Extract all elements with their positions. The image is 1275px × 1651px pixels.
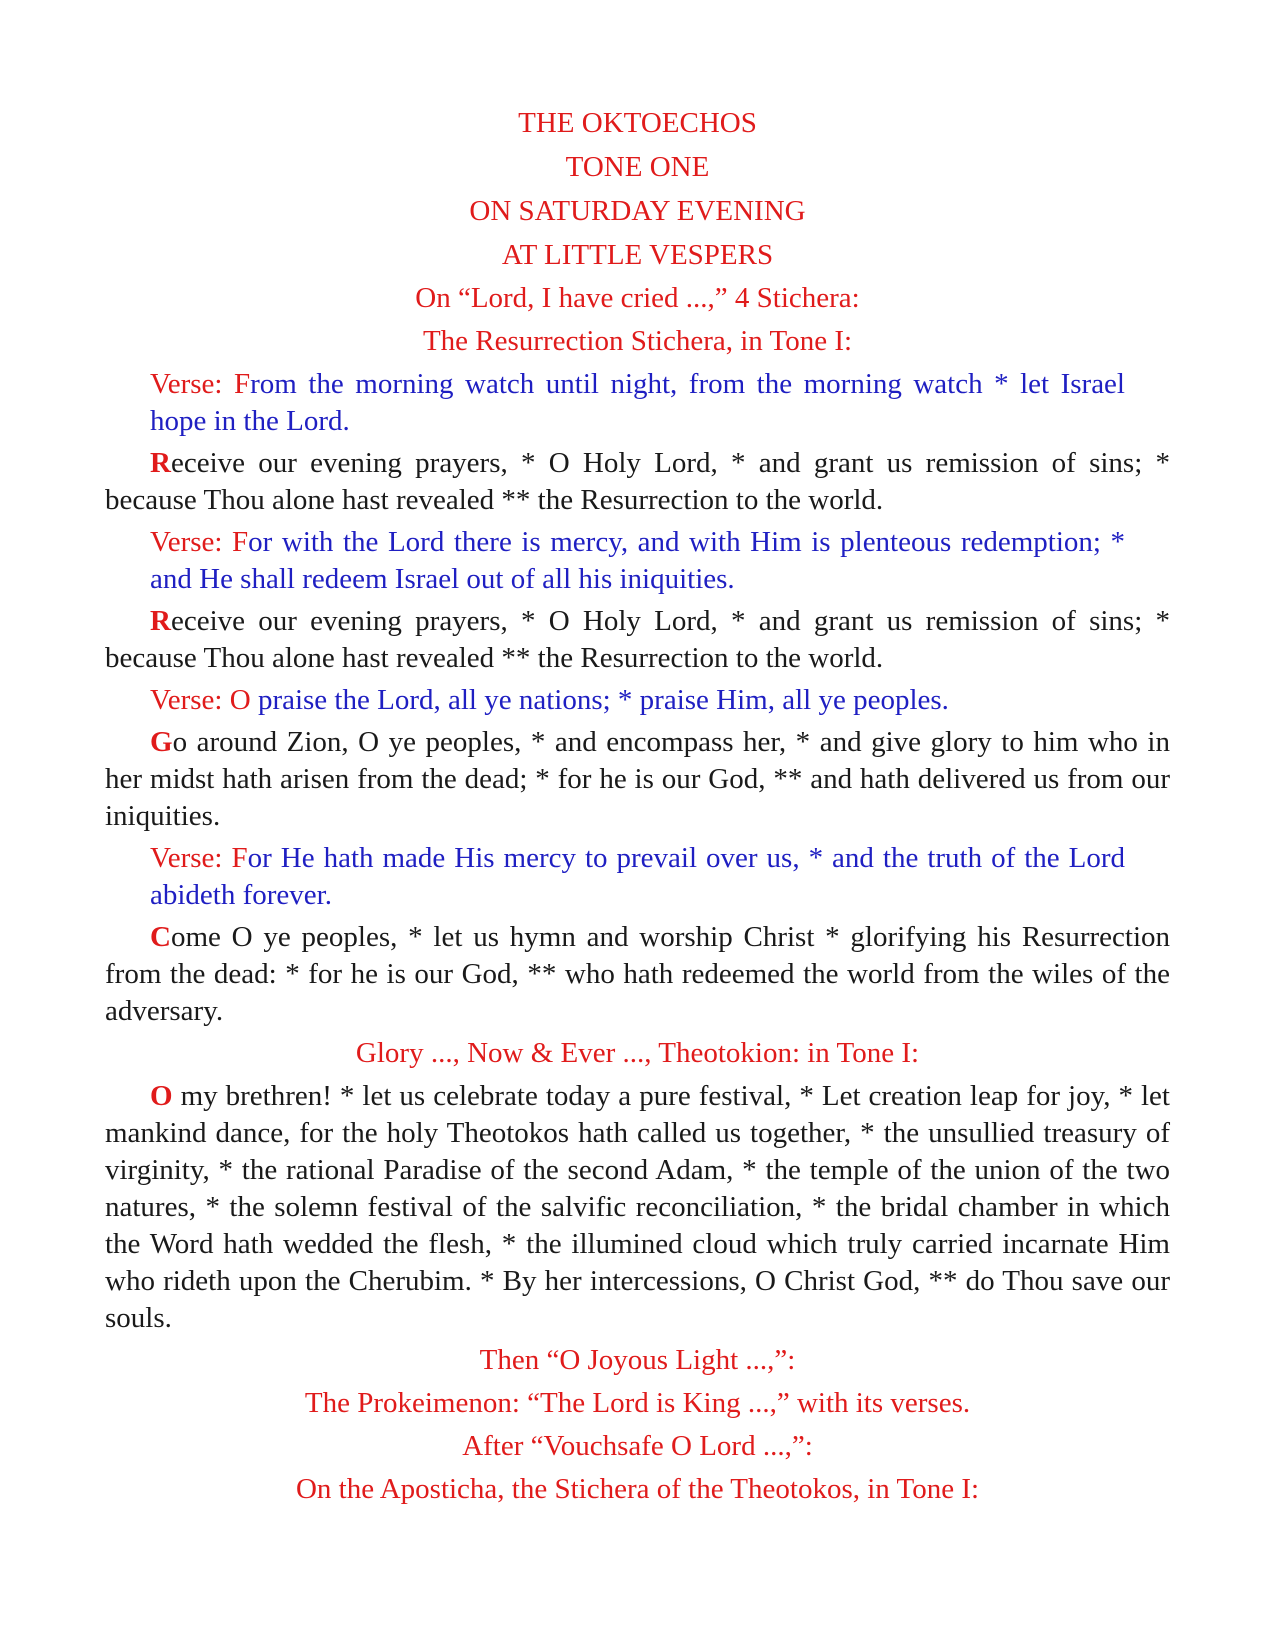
title-oktoechos: THE OKTOECHOS bbox=[518, 107, 757, 139]
hymn-1 bbox=[105, 445, 1170, 519]
verse-label: Verse: bbox=[150, 684, 223, 716]
verse-label: Verse: bbox=[150, 842, 223, 874]
hymn-2 bbox=[105, 603, 1170, 677]
verse-text: or with the Lord there is mercy, and with Him is plenteous redemption; * and He shall redeem Israel out of all his iniquities. bbox=[150, 526, 1125, 595]
hymn-text: eceive our evening prayers, * O Holy Lord, * and grant us remission of sins; * because Thou alone hast revealed ** the Resurrection to the world. bbox=[105, 447, 1170, 516]
verse-initial: F bbox=[231, 842, 248, 874]
title-day: ON SATURDAY EVENING bbox=[469, 195, 806, 227]
rubric-joyous-light: Then “O Joyous Light ...,”: bbox=[479, 1344, 796, 1376]
rubric-aposticha: On the Aposticha, the Stichera of the Theotokos, in Tone I: bbox=[295, 1473, 980, 1505]
rubric-resurrection-stichera: The Resurrection Stichera, in Tone I: bbox=[422, 325, 853, 357]
verse-label: Verse: bbox=[150, 368, 223, 400]
title-tone: TONE ONE bbox=[565, 151, 710, 183]
rubric-glory-theotokion: Glory ..., Now & Ever ..., Theotokion: in Tone I: bbox=[355, 1037, 920, 1069]
drop-initial: R bbox=[150, 605, 171, 637]
hymn-text: ome O ye peoples, * let us hymn and worship Christ * glorifying his Resurrection from the dead: * for he is our God, ** who hath redeemed the world from the wiles of the adversary. bbox=[105, 921, 1170, 1027]
rubric-lord-i-have-cried: On “Lord, I have cried ...,” 4 Stichera: bbox=[415, 282, 860, 314]
hymn-text: o around Zion, O ye peoples, * and encompass her, * and give glory to him who in her midst hath arisen from the dead; * for he is our God, ** and hath delivered us from our iniquities. bbox=[105, 726, 1170, 832]
rubric-prokeimenon: The Prokeimenon: “The Lord is King ...,” with its verses. bbox=[304, 1387, 971, 1419]
drop-initial: R bbox=[150, 447, 171, 479]
verse-4 bbox=[150, 840, 1125, 914]
hymn-text: eceive our evening prayers, * O Holy Lord, * and grant us remission of sins; * because Thou alone hast revealed ** the Resurrection to the world. bbox=[105, 605, 1170, 674]
verse-initial: O bbox=[229, 684, 251, 716]
drop-initial: C bbox=[150, 921, 171, 953]
hymn-text: my brethren! * let us celebrate today a pure festival, * Let creation leap for joy, * let mankind dance, for the holy Theotokos hath called us together, * the unsullied treasury of virginity, * the rational Paradise of the second Adam, * the temple of the union of the two natures, * the solemn festival of the salvific reconciliation, * the bridal chamber in which the Word hath wedded the flesh, * the illumined cloud which truly carried incarnate Him who rideth upon the Cherubim. * By her intercessions, O Christ God, ** do Thou save our souls. bbox=[105, 1080, 1170, 1334]
drop-initial: O bbox=[150, 1080, 173, 1112]
verse-initial: F bbox=[232, 526, 249, 558]
verse-text: praise the Lord, all ye nations; * praise Him, all ye peoples. bbox=[250, 684, 949, 716]
verse-text: or He hath made His mercy to prevail over us, * and the truth of the Lord abideth forever. bbox=[150, 842, 1126, 911]
rubric-vouchsafe: After “Vouchsafe O Lord ...,”: bbox=[462, 1430, 813, 1462]
theotokion-hymn bbox=[105, 1078, 1170, 1337]
verse-text: rom the morning watch until night, from the morning watch * let Israel hope in the Lord. bbox=[150, 368, 1125, 437]
verse-1 bbox=[150, 366, 1125, 440]
document-page bbox=[105, 104, 1170, 1514]
hymn-3 bbox=[105, 724, 1170, 835]
verse-label: Verse: bbox=[150, 526, 223, 558]
title-service: AT LITTLE VESPERS bbox=[501, 239, 774, 271]
verse-2 bbox=[150, 524, 1125, 598]
verse-3 bbox=[150, 682, 1125, 719]
drop-initial: G bbox=[150, 726, 173, 758]
hymn-4 bbox=[105, 919, 1170, 1030]
verse-initial: F bbox=[233, 368, 251, 400]
